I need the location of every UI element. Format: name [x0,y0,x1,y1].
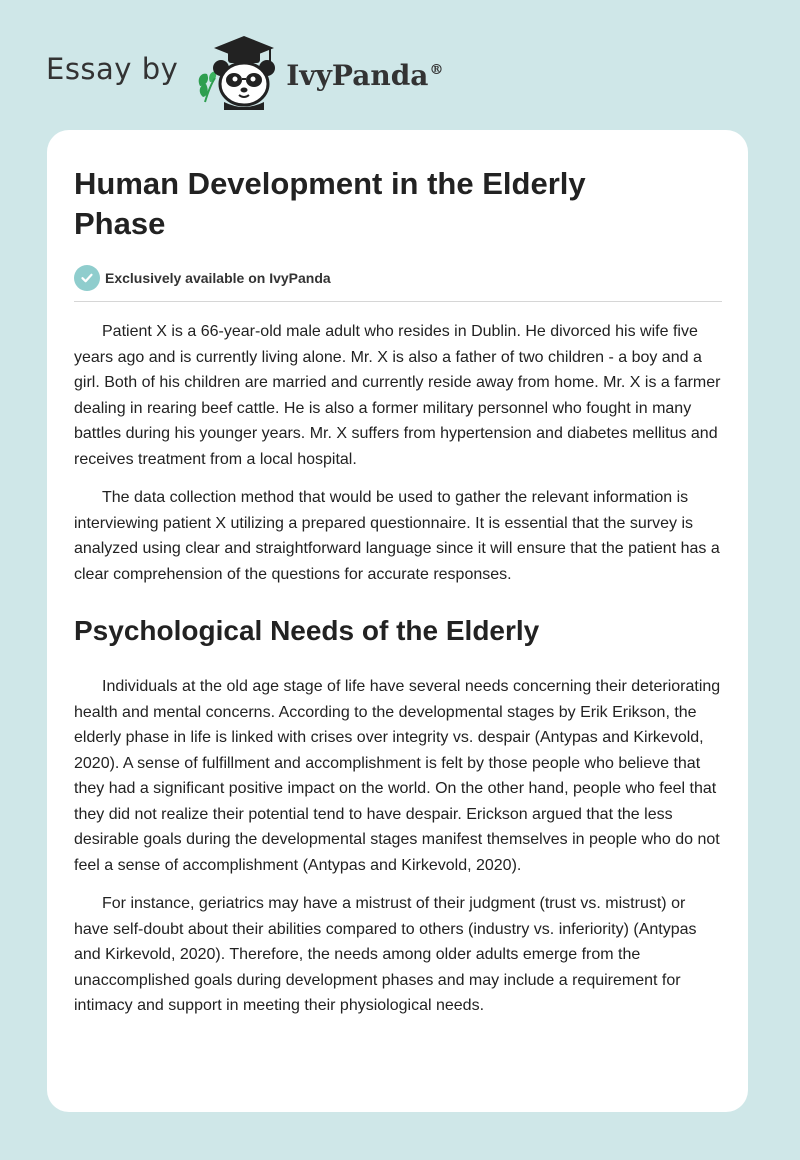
brand-prefix: Essay by [46,52,179,86]
paragraph-geriatric-mistrust: For instance, geriatrics may have a mistrust of their judgment (trust vs. mistrust) or have self-doubt about their abilities compared to others (industry vs. inferiority) (Antypas and Kirkevold, 2020). Therefore, the needs among older adults emerge from the unaccomplished goals during development phases and may include a requirement for intimacy and support in meeting their physiological needs. [74,895,697,1014]
title-divider [74,301,722,302]
exclusive-label: Exclusively available on IvyPanda [105,270,331,286]
essay-title: Human Development in the Elderly Phase [74,166,586,241]
brand-name: IvyPanda® [286,58,444,92]
check-circle-icon [74,265,100,291]
site-logo[interactable] [46,34,443,110]
panda-logo-icon [194,34,280,110]
paragraph-data-collection: The data collection method that would be used to gather the relevant information is interviewing patient X utilizing a prepared questionnaire. It is essential that the survey is analyzed using clear and straightforward language since it will ensure that the patient has a clear comprehension of the questions for accurate responses. [74,489,720,583]
essay-card [47,130,748,1112]
paragraph-patient-profile: Patient X is a 66-year-old male adult who resides in Dublin. He divorced his wife five years ago and is currently living alone. Mr. X is also a father of two children - a boy and a girl. Both of his children are married and currently reside away from home. Mr. X is a farmer dealing in rearing beef cattle. He is also a former military personnel who fought in many battles during his younger years. Mr. X suffers from hypertension and diabetes mellitus and receives treatment from a local hospital. [74,323,721,468]
paragraph-psychological-needs: Individuals at the old age stage of life have several needs concerning their deteriorating health and mental concerns. According to the developmental stages by Erik Erikson, the elderly phase in life is linked with crises over integrity vs. despair (Antypas and Kirkevold, 2020). A sense of fulfillment and accomplishment is felt by those people who believe that they had a significant positive impact on the world. On the other hand, people who feel that they did not realize their potential tend to have despair. Erickson argued that the less desirable goals during the developmental stages manifest themselves in people who do not feel a sense of accomplishment (Antypas and Kirkevold, 2020). [74,678,721,874]
registered-mark: ® [429,62,444,79]
section-heading: Psychological Needs of the Elderly [74,615,540,646]
exclusive-badge [74,263,722,293]
